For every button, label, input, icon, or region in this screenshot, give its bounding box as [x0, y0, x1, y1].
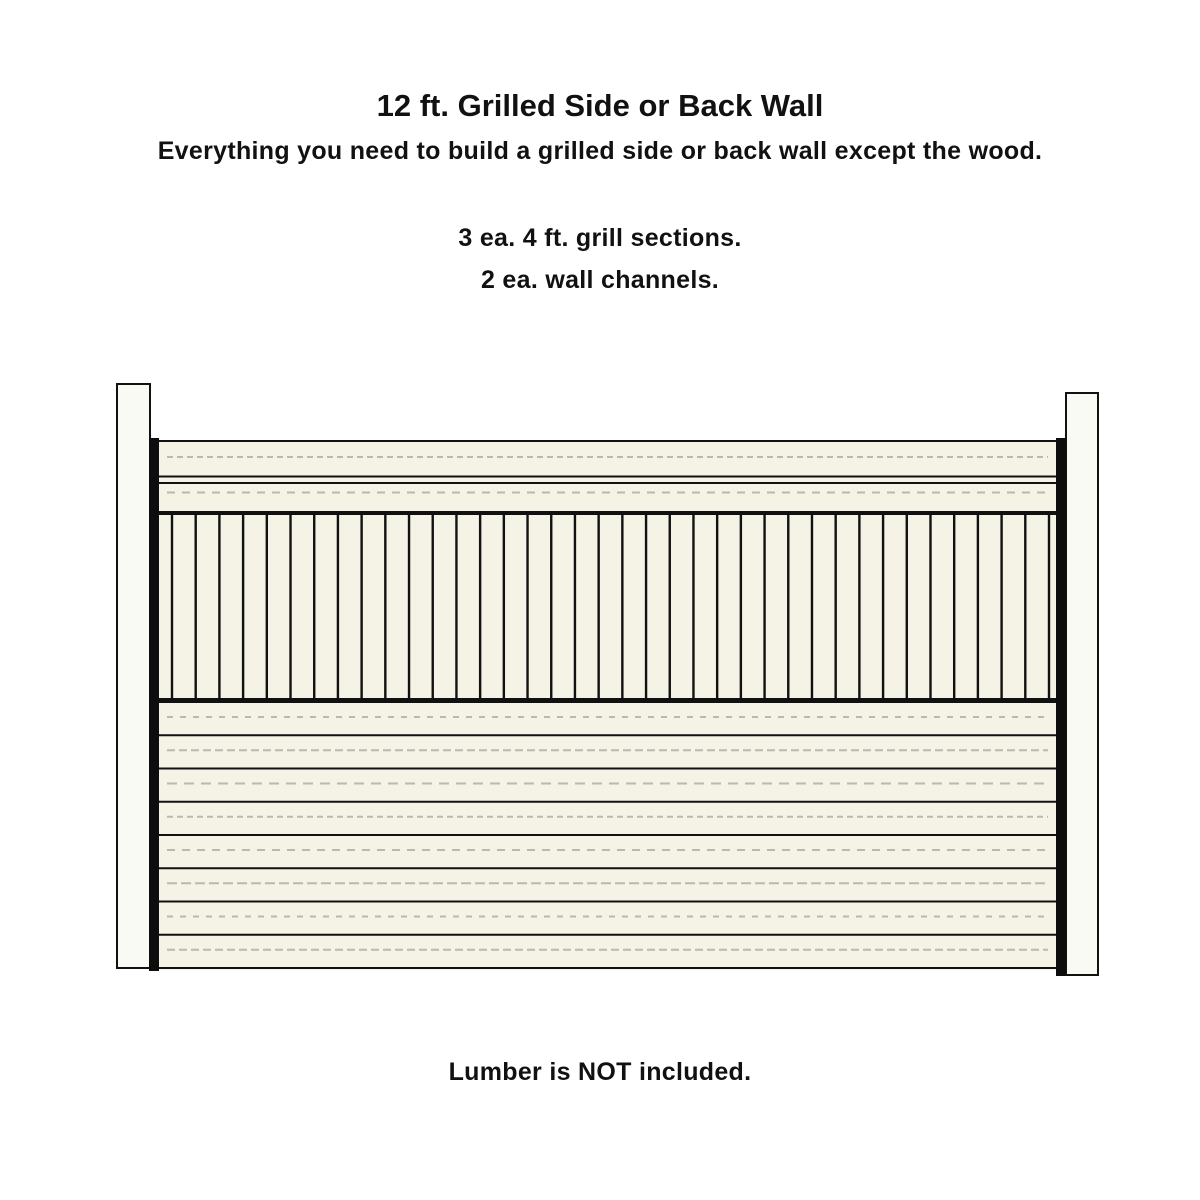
grill-bar — [645, 513, 647, 700]
contents-line-grill-sections: 3 ea. 4 ft. grill sections. — [458, 224, 742, 252]
grill-bar — [266, 513, 268, 700]
page-title: 12 ft. Grilled Side or Back Wall — [376, 88, 824, 123]
board-face — [159, 477, 1056, 513]
lower-boards — [159, 702, 1056, 968]
grill-bar — [834, 513, 836, 700]
grill-bar — [360, 513, 362, 700]
grill-top-rail — [159, 511, 1056, 515]
grill-bar — [763, 513, 765, 700]
grill-bar — [337, 513, 339, 700]
upper-boards — [159, 441, 1056, 512]
board — [159, 868, 1056, 901]
board-face — [159, 802, 1056, 835]
grill-bar — [1024, 513, 1026, 700]
grill-bar — [408, 513, 410, 700]
grill-bar — [1000, 513, 1002, 700]
grill-bar — [740, 513, 742, 700]
board-face — [159, 902, 1056, 935]
board — [159, 735, 1056, 768]
grill-bar — [455, 513, 457, 700]
board-face — [159, 769, 1056, 802]
right-post — [1066, 393, 1098, 975]
grill-bar — [289, 513, 291, 700]
grill-bar — [953, 513, 955, 700]
board-face — [159, 868, 1056, 901]
board — [159, 835, 1056, 868]
left-post — [117, 384, 150, 968]
grill-section — [159, 511, 1056, 702]
subtitle: Everything you need to build a grilled side or back wall except the wood. — [157, 137, 1043, 165]
board-face — [159, 935, 1056, 968]
grill-bar — [195, 513, 197, 700]
grill-bar — [929, 513, 931, 700]
lumber-note: Lumber is NOT included. — [448, 1058, 752, 1086]
grill-background — [159, 513, 1056, 700]
grill-bar — [858, 513, 860, 700]
board — [159, 769, 1056, 802]
grill-bar — [692, 513, 694, 700]
grill-bar — [669, 513, 671, 700]
board-face — [159, 441, 1056, 477]
grill-bar — [787, 513, 789, 700]
board — [159, 935, 1056, 968]
grill-bar — [811, 513, 813, 700]
grill-bar — [597, 513, 599, 700]
grill-bar — [218, 513, 220, 700]
grill-bar — [479, 513, 481, 700]
board-face — [159, 702, 1056, 735]
grill-bar — [171, 513, 173, 700]
grill-bar — [384, 513, 386, 700]
grill-bar — [621, 513, 623, 700]
grill-bar — [503, 513, 505, 700]
grill-bar — [432, 513, 434, 700]
grill-bar — [574, 513, 576, 700]
board — [159, 441, 1056, 477]
right-wall-channel — [1056, 438, 1066, 976]
board — [159, 702, 1056, 735]
board-face — [159, 835, 1056, 868]
grill-bar — [977, 513, 979, 700]
board-face — [159, 735, 1056, 768]
grill-bar — [550, 513, 552, 700]
contents-line-wall-channels: 2 ea. wall channels. — [480, 266, 720, 294]
board — [159, 802, 1056, 835]
left-wall-channel — [149, 438, 159, 971]
grill-bar — [313, 513, 315, 700]
board — [159, 477, 1056, 513]
grill-bar — [526, 513, 528, 700]
grill-bar — [242, 513, 244, 700]
grill-bar — [906, 513, 908, 700]
board — [159, 902, 1056, 935]
grill-bar — [1048, 513, 1050, 700]
grill-bar — [716, 513, 718, 700]
grill-bar — [882, 513, 884, 700]
